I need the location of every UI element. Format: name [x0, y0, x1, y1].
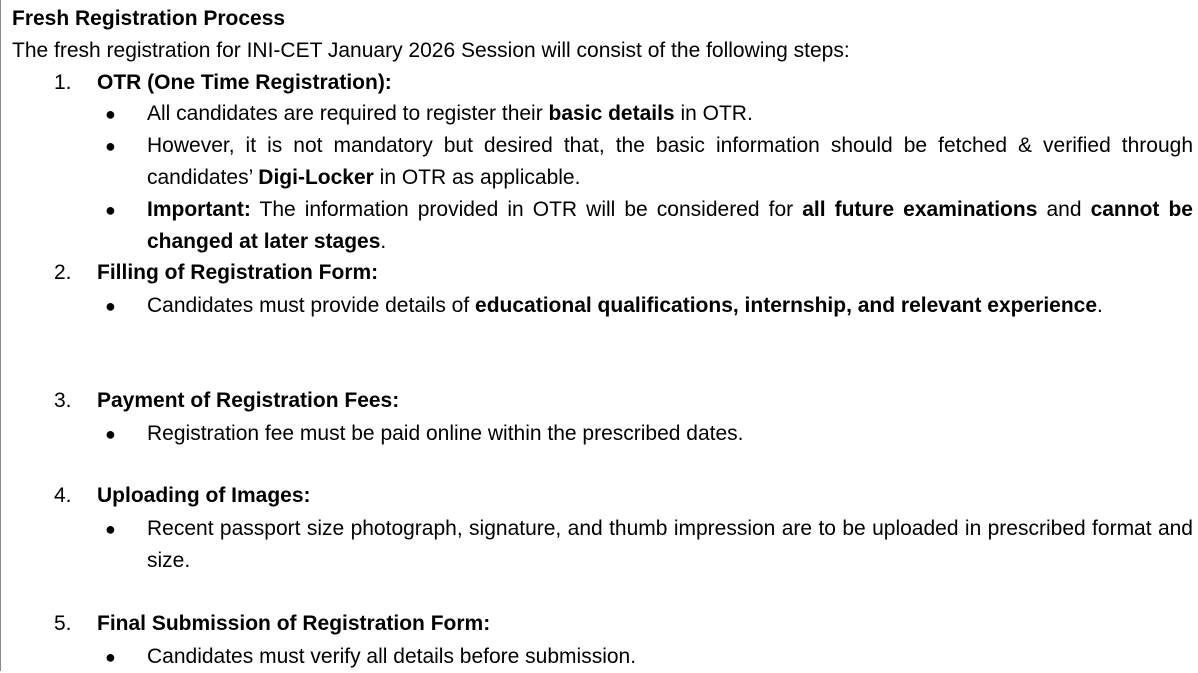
bullet-icon: ● — [105, 647, 116, 667]
bullet-text — [147, 513, 1193, 577]
bullet-icon: ● — [105, 519, 116, 539]
bold-text: basic details — [548, 102, 675, 125]
text-segment: and — [1037, 198, 1091, 221]
bullet-icon: ● — [105, 296, 116, 316]
bullet-text — [147, 130, 1193, 194]
text-segment: . — [380, 230, 387, 253]
bold-text: all future examinations — [802, 198, 1038, 221]
page-heading: Fresh Registration Process — [12, 7, 286, 30]
bullet-text — [147, 418, 1193, 450]
bullet-text — [147, 290, 1193, 322]
bold-text: Digi-Locker — [258, 166, 374, 189]
bold-text: Important: — [147, 198, 251, 221]
bullet-icon: ● — [105, 200, 116, 220]
bullet-text — [147, 194, 1193, 258]
step-number: 3. — [54, 389, 72, 412]
text-segment: Registration fee must be paid online within the prescribed dates. — [147, 422, 744, 445]
step-number: 4. — [54, 484, 72, 507]
text-segment: All candidates are required to register their — [147, 102, 549, 125]
bold-text: cannot be changed at later stages — [147, 198, 1193, 253]
text-segment: However, it is not mandatory but desired that, the basic information should be fetched & verified through candidates’ — [147, 134, 1193, 189]
step-title: Final Submission of Registration Form: — [97, 612, 491, 635]
text-segment: . — [1097, 294, 1103, 317]
text-segment: Recent passport size photograph, signature, and thumb impression are to be uploaded in prescribed format and size. — [147, 517, 1193, 572]
step-number: 5. — [54, 612, 72, 635]
bullet-icon: ● — [105, 104, 116, 124]
bullet-icon: ● — [105, 136, 116, 156]
step-title: Filling of Registration Form: — [97, 261, 379, 284]
text-segment: Candidates must provide details of — [147, 294, 476, 317]
step-title: Uploading of Images: — [97, 484, 311, 507]
bold-text: educational qualifications, internship, and relevant experience — [475, 294, 1098, 317]
bullet-text — [147, 98, 1193, 130]
text-segment: in OTR as applicable. — [373, 166, 581, 189]
bullet-icon: ● — [105, 424, 116, 444]
text-segment: in OTR. — [674, 102, 753, 125]
step-title: OTR (One Time Registration): — [97, 71, 392, 94]
step-number: 1. — [54, 71, 72, 94]
intro-paragraph: The fresh registration for INI-CET January 2026 Session will consist of the following steps: — [12, 39, 850, 62]
step-title: Payment of Registration Fees: — [97, 389, 400, 412]
bullet-text — [147, 641, 1193, 673]
text-segment: Candidates must verify all details before submission. — [147, 645, 637, 668]
text-segment: The information provided in OTR will be considered for — [250, 198, 803, 221]
step-number: 2. — [54, 261, 72, 284]
